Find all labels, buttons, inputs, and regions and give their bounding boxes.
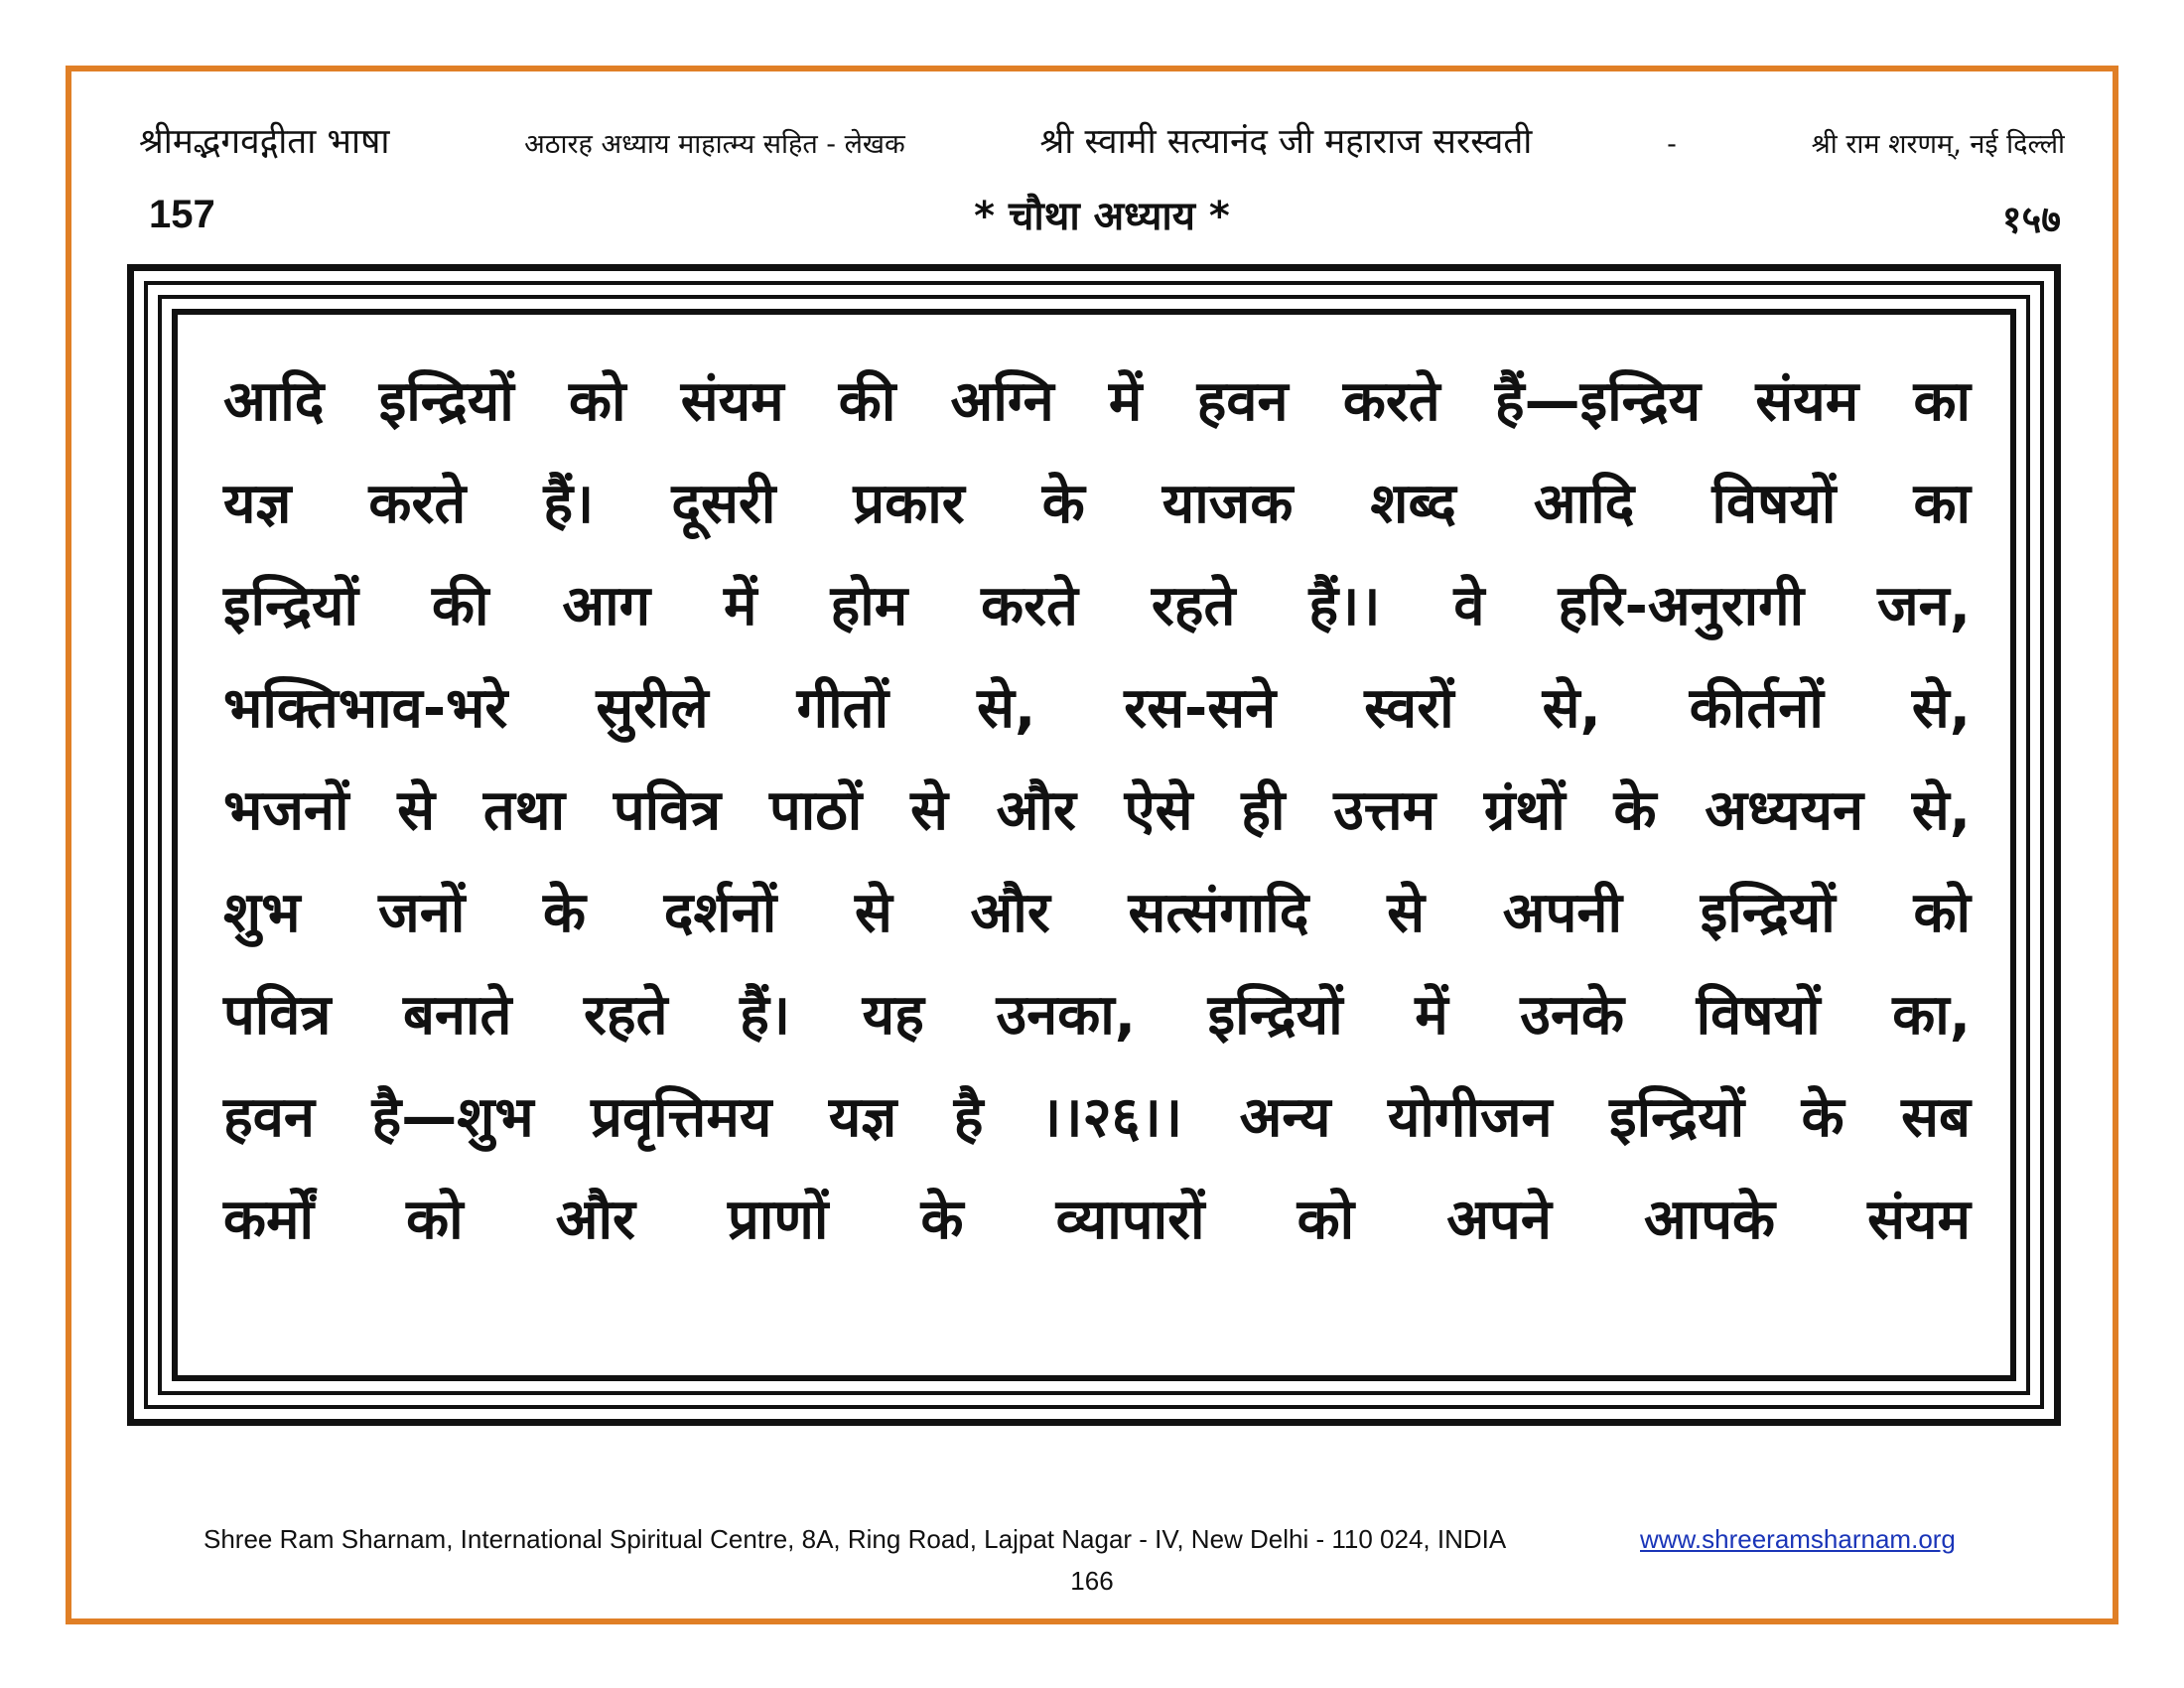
text-line: आदि इन्द्रियों को संयम की अग्नि में हवन करते हैं—इन्द्रिय संयम का: [223, 369, 1971, 434]
text-line: इन्द्रियों की आग में होम करते रहते हैं।। वे हरि-अनुरागी जन,: [223, 574, 1971, 638]
text-line: शुभ जनों के दर्शनों से और सत्संगादि से अपनी इन्द्रियों को: [223, 881, 1971, 945]
book-subtitle: अठारह अध्याय माहात्म्य सहित - लेखक: [524, 129, 905, 160]
chapter-title: * चौथा अध्याय *: [974, 194, 1230, 239]
website-link[interactable]: www.shreeramsharnam.org: [1640, 1524, 1956, 1554]
text-frame: [127, 264, 2061, 1426]
text-line: यज्ञ करते हैं। दूसरी प्रकार के याजक शब्द आदि विषयों का: [223, 472, 1971, 536]
header-separator: -: [1667, 129, 1677, 160]
book-page-number-devanagari: १५७: [2001, 198, 2061, 241]
book-author: श्री स्वामी सत्यानंद जी महाराज सरस्वती: [1039, 122, 1533, 162]
verse-commentary: [223, 351, 1971, 1271]
chapter-row: [139, 187, 2065, 242]
text-line: पवित्र बनाते रहते हैं। यह उनका, इन्द्रियों में उनके विषयों का,: [223, 983, 1971, 1048]
pdf-page-number: 166: [1070, 1566, 1114, 1596]
text-line: कर्मों को और प्राणों के व्यापारों को अपने आपके संयम: [223, 1188, 1971, 1252]
text-line: भक्तिभाव-भरे सुरीले गीतों से, रस-सने स्वरों से, कीर्तनों से,: [223, 676, 1971, 741]
book-header: [139, 117, 2065, 167]
footer-address: Shree Ram Sharnam, International Spiritual Centre, 8A, Ring Road, Lajpat Nagar - IV, New Delhi - 110 024, INDIA: [204, 1524, 1507, 1554]
book-title: श्रीमद्भगवद्गीता भाषा: [139, 122, 390, 162]
book-page-number: 157: [149, 193, 215, 236]
text-line: भजनों से तथा पवित्र पाठों से और ऐसे ही उत्तम ग्रंथों के अध्ययन से,: [223, 778, 1971, 843]
text-line: हवन है—शुभ प्रवृत्तिमय यज्ञ है ।।२६।। अन्य योगीजन इन्द्रियों के सब: [223, 1085, 1971, 1150]
book-publisher: श्री राम शरणम्, नई दिल्ली: [1811, 129, 2065, 160]
